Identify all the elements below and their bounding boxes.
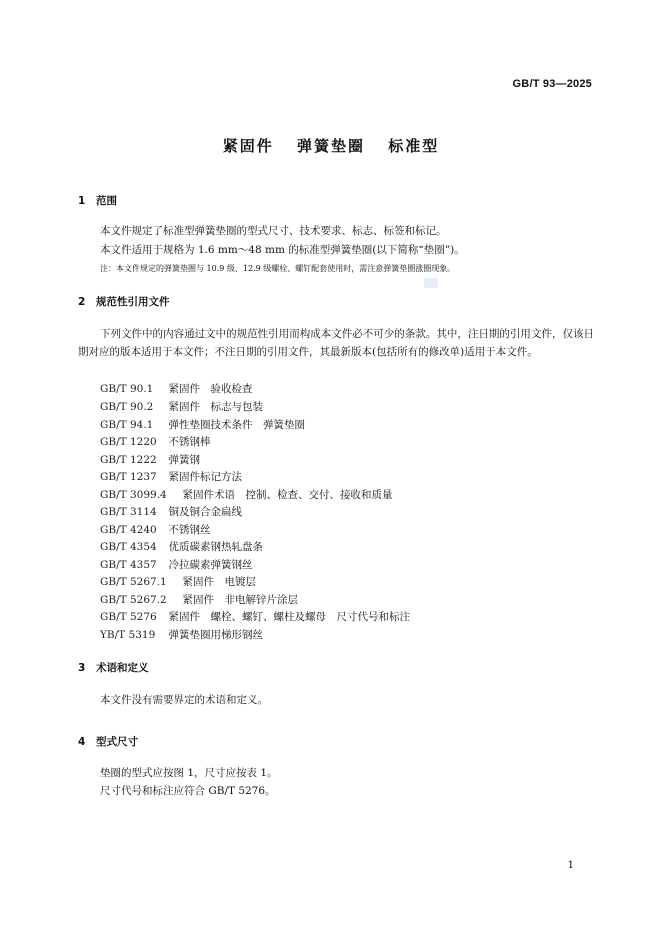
reference-title: 紧固件标记方法 (168, 471, 242, 483)
reference-code: GB/T 4354 (100, 541, 157, 553)
section-number: 1 (78, 195, 86, 207)
section-3-heading (78, 660, 149, 675)
reference-code: GB/T 1237 (100, 471, 157, 483)
reference-title: 紧固件术语 控制、检查、交付、接收和质量 (182, 489, 393, 501)
reference-title: 弹簧垫圈用梯形钢丝 (168, 629, 263, 641)
reference-item (100, 609, 410, 624)
reference-title: 铜及铜合金扁线 (168, 506, 242, 518)
reference-title: 紧固件 螺栓、螺钉、螺柱及螺母 尺寸代号和标注 (168, 611, 410, 623)
document-title (0, 135, 662, 156)
reference-code: GB/T 4357 (100, 559, 157, 571)
section-1-heading (78, 193, 117, 208)
section-title: 规范性引用文件 (96, 296, 170, 308)
reference-item (100, 539, 263, 554)
title-part-1: 紧固件 (222, 137, 274, 155)
reference-code: YB/T 5319 (100, 629, 156, 641)
section-2-heading (78, 294, 170, 309)
section-number: 4 (78, 736, 86, 748)
section-number: 3 (78, 662, 86, 674)
reference-title: 弹簧钢 (168, 454, 200, 466)
reference-item (100, 557, 253, 572)
watermark-mark (424, 278, 438, 288)
section-3-paragraph-1: 本文件没有需要界定的术语和定义。 (100, 694, 268, 706)
reference-item (100, 381, 253, 396)
reference-item (100, 399, 263, 414)
section-1-note: 注：本文件规定的弹簧垫圈与 10.9 级、12.9 级螺栓、螺钉配套使用时，需注意弹簧垫圈涨圈现象。 (100, 264, 456, 273)
reference-title: 紧固件 验收检查 (168, 383, 253, 395)
reference-title: 紧固件 电镀层 (182, 576, 256, 588)
reference-item (100, 434, 211, 449)
reference-item (100, 592, 298, 607)
reference-title: 弹性垫圈技术条件 弹簧垫圈 (168, 419, 305, 431)
section-4-paragraph-1: 垫圈的型式应按图 1，尺寸应按表 1。 (100, 767, 278, 779)
reference-title: 紧固件 非电解锌片涂层 (182, 594, 298, 606)
reference-title: 紧固件 标志与包装 (168, 401, 263, 413)
section-1-paragraph-2: 本文件适用于规格为 1.6 mm～48 mm 的标准型弹簧垫圈(以下简称“垫圈”)。 (100, 244, 465, 256)
reference-code: GB/T 3114 (100, 506, 157, 518)
reference-code: GB/T 1220 (100, 436, 157, 448)
reference-code: GB/T 1222 (100, 454, 157, 466)
reference-code: GB/T 5267.1 (100, 576, 167, 588)
page-number: 1 (567, 860, 574, 871)
section-4-paragraph-2: 尺寸代号和标注应符合 GB/T 5276。 (100, 785, 276, 797)
section-title: 范围 (96, 195, 117, 207)
reference-title: 冷拉碳素弹簧钢丝 (168, 559, 253, 571)
reference-item (100, 417, 305, 432)
standard-code: GB/T 93—2025 (512, 78, 592, 90)
reference-code: GB/T 3099.4 (100, 489, 167, 501)
reference-title: 不锈钢棒 (168, 436, 211, 448)
reference-item (100, 469, 242, 484)
section-title: 术语和定义 (96, 662, 149, 674)
section-title: 型式尺寸 (96, 736, 138, 748)
reference-item (100, 574, 256, 589)
reference-item (100, 487, 393, 502)
reference-code: GB/T 90.2 (100, 401, 154, 413)
reference-item (100, 452, 200, 467)
reference-title: 优质碳素钢热轧盘条 (168, 541, 263, 553)
reference-code: GB/T 4240 (100, 524, 157, 536)
reference-code: GB/T 5276 (100, 611, 157, 623)
reference-code: GB/T 90.1 (100, 383, 154, 395)
section-4-heading (78, 734, 138, 749)
title-part-2: 弹簧垫圈 (296, 137, 365, 155)
section-1-paragraph-1: 本文件规定了标准型弹簧垫圈的型式尺寸、技术要求、标志、标签和标记。 (100, 225, 447, 237)
reference-title: 不锈钢丝 (168, 524, 211, 536)
reference-item (100, 627, 263, 642)
reference-item (100, 522, 211, 537)
section-number: 2 (78, 296, 86, 308)
reference-code: GB/T 94.1 (100, 419, 154, 431)
reference-item (100, 504, 242, 519)
reference-code: GB/T 5267.2 (100, 594, 167, 606)
section-2-intro: 下列文件中的内容通过文中的规范性引用而构成本文件必不可少的条款。其中，注日期的引用文件，仅该日期对应的版本适用于本文件；不注日期的引用文件，其最新版本(包括所有的修改单)适用于本文件。 (78, 328, 594, 358)
title-part-3: 标准型 (388, 137, 440, 155)
